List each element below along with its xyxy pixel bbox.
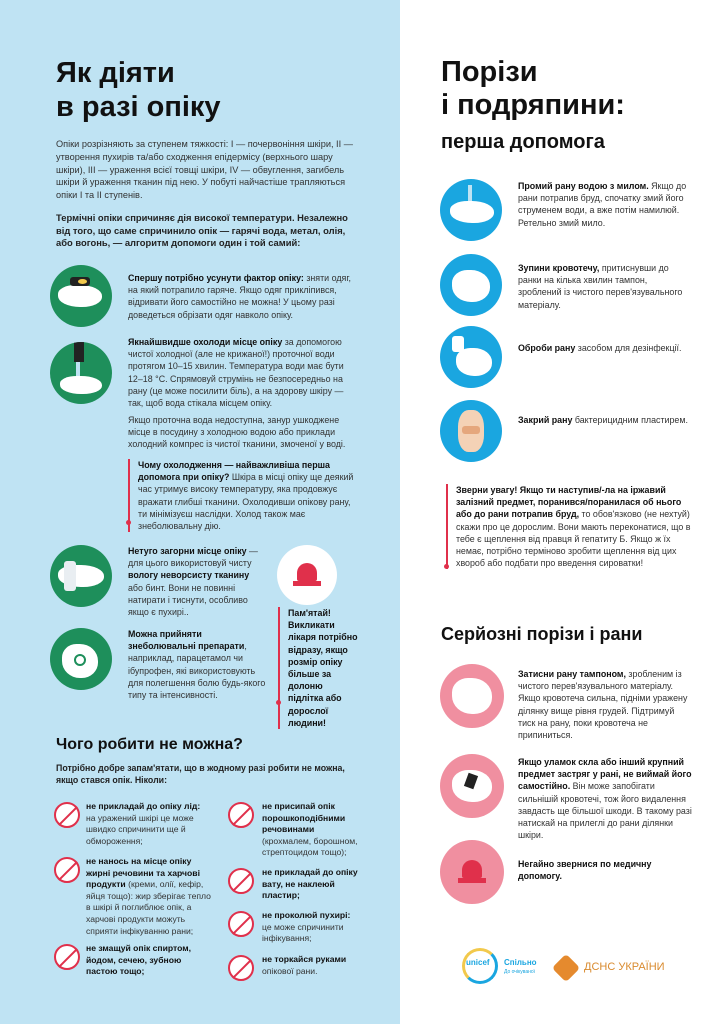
siren-badge (277, 545, 337, 605)
cut-step-text: бактерицидним пластирем. (572, 415, 688, 425)
burn-step-painkiller-text: , наприклад, парацетамол чи ібупрофен, які використовують для полегшення болю будь-якого типу та інтенсивності. (128, 641, 266, 701)
hand-icon (456, 348, 492, 376)
cut-step-wash (518, 180, 688, 229)
cut-step-bold: Промий рану водою з милом. (518, 181, 649, 191)
water-stream-icon (468, 185, 472, 201)
serious-step-bold: Затисни рану тампоном, (518, 669, 626, 679)
hand-icon (452, 678, 492, 714)
cuts-title (441, 56, 701, 122)
cut-step-stop-bleeding (518, 262, 688, 311)
burn-step-wrap-bold2: вологу неворсисту тканину (128, 570, 250, 581)
hand-icon (452, 270, 490, 302)
burn-spot-icon (78, 279, 87, 284)
medical-help-illustration (440, 840, 504, 904)
dont-item-text: (крохмалем, борошном, стрептоцидом тощо); (262, 835, 358, 858)
donts-intro: Потрібно добре запам'ятати, що в жодному разі робити не можна, якщо стався опік. Ніколи: (56, 763, 345, 785)
dont-item-6 (262, 910, 362, 945)
stop-bleeding-illustration (440, 254, 502, 316)
oil-prohibited-icon (54, 857, 80, 883)
burn-step-remove-text: зняти одяг, на який потрапило гаряче. Якщо одяг прикліпився, відривати його самостійно не можна! У цьому разі доведеться обрізати одяг навколо опіку. (128, 273, 351, 320)
cut-step-bold: Закрий рану (518, 415, 573, 425)
donts-title: Чого робити не можна? (56, 736, 243, 753)
iodine-prohibited-icon (54, 944, 80, 970)
dont-item-3 (86, 943, 211, 978)
serious-step-text: зробленим із чистого перев'язувального матеріалу. Якщо кровотеча сильна, підніми уражену ділянку вище рівня грудей. Підтримуй тиск на рану, поки кровотеча не припиниться. (518, 669, 688, 741)
faucet-icon (74, 342, 84, 362)
bandage-icon (64, 561, 76, 591)
hand-icon (60, 376, 102, 394)
press-wound-illustration (440, 664, 504, 728)
burn-step-painkiller (128, 628, 266, 701)
serious-step-bold: Негайно звернися по медичну допомогу. (518, 859, 652, 882)
burn-step-cool-bold: Якнайшвидше охолоди місце опіку (128, 337, 283, 347)
dont-item-bold: не прикладай до опіку вату, не наклеюй пластир; (262, 867, 358, 901)
remember-callout: Пам'ятай! Викликати лікаря потрібно відразу, якщо розмір опіку більше за долоню підлітка або дорослої людини! (278, 607, 360, 729)
serious-step-bold: Якщо уламок скла або інший крупний предмет застряг у рані, не виймай його самостійно. (518, 757, 692, 792)
hand-icon (450, 201, 494, 223)
bandage-illustration (50, 545, 112, 607)
burns-intro-bold: Термічні опіки спричиняє дія високої температури. Незалежно від того, що саме спричинило опік — гарячі вода, метал, олія, або вогонь, — алгоритм допомоги один і той самий: (56, 212, 348, 249)
pierce-prohibited-icon (228, 911, 254, 937)
ice-prohibited-icon (54, 802, 80, 828)
burns-intro: Опіки розрізняють за ступенем тяжкості: I — почервоніння шкіри, II — утворення пухирів та/або сходження епідермісу (верхнього шару шкіри), III — ураження всієї товщі шкіри, IV — обвуглення, загибель шкіри й ураження тканин під нею. У побуті найчастіше трапляються опіки I та II ступенів. (56, 139, 353, 201)
serious-step-press (518, 668, 693, 741)
plaster-icon (462, 426, 480, 434)
dont-item-text: опікової рани. (262, 965, 318, 976)
cut-step-plaster (518, 414, 688, 426)
burn-step-cool (128, 336, 353, 409)
touch-prohibited-icon (228, 955, 254, 981)
cut-step-bold: Зупини кровотечу, (518, 263, 600, 273)
cuts-subtitle: перша допомога (441, 131, 605, 153)
burn-step-wrap (128, 545, 258, 618)
tetanus-warning-text: то обов'язково (не нехтуй) скажи про це дорослим. Вони мають переконатися, що в тебе є щеплення від правця й гепатиту Б. Якщо ж їх немає, потрібно терміново зробити щеплення від цих хвороб або подбати про введення сироватки! (456, 509, 691, 569)
dont-item-2 (86, 856, 211, 937)
dont-item-bold: не присипай опік порошкоподібними речовинами (262, 801, 346, 835)
disinfect-illustration (440, 326, 502, 388)
cut-step-text: притиснувши до ранки на кілька хвилин тампон, зроблений із чистого перев'язувального матеріалу. (518, 263, 683, 310)
dont-item-bold: не прикладай до опіку лід: (86, 801, 201, 811)
serious-step-medical (518, 858, 693, 882)
powder-prohibited-icon (228, 802, 254, 828)
burn-step-wrap-text-a: — для цього використовуй чисту (128, 546, 258, 569)
dont-item-bold: не змащуй опік спиртом, йодом, сечею, зубною пастою тощо; (86, 943, 192, 977)
serious-step-shard (518, 756, 693, 841)
burn-step-painkiller-bold: Можна прийняти знеболювальні препарати (128, 629, 245, 652)
burn-step-cool-alt: Якщо проточна вода недоступна, занур ушкоджене місце в посудину з холодною водою або приклади холодний компрес із чистої тканини, змоченої у воді. (128, 415, 346, 450)
dont-item-text: на уражений шкірі це може швидко спричинити ще й обмороження; (86, 812, 194, 846)
plaster-illustration (440, 400, 502, 462)
serious-title: Серйозні порізи і рани (441, 624, 643, 644)
cuts-title-line2: і подряпини: (441, 89, 625, 121)
serious-step-text: Він може запобігати сильнішій кровотечі, тож його видалення завдасть ще більшої шкоди. В такому разі натискай на прилеглі до рани ділянки шкіри. (518, 781, 692, 841)
dont-item-bold: не торкайся руками (262, 954, 347, 964)
siren-icon (297, 563, 317, 581)
spilno-logo-text: Спільно (504, 958, 537, 967)
dont-item-bold: не проколюй пухирі: (262, 910, 351, 920)
burn-step-wrap-text-b: або бинт. Вони не повинні натирати і тиснути, особливо якщо є пухирі.. (128, 582, 248, 618)
burn-step-remove-bold: Спершу потрібно усунути фактор опіку: (128, 273, 304, 283)
tetanus-warning-callout (446, 484, 696, 569)
painkiller-illustration (50, 628, 112, 690)
tetanus-warning-bold: Зверни увагу! Якщо ти наступив/-ла на іржавий залізний предмет, поранився/поранилася об нього або до рани потрапив бруд, (456, 485, 682, 520)
unicef-logo: unicef (466, 958, 490, 967)
cut-step-text: Якщо до рани потрапив бруд, спочатку змий його струменем води, а вже потім намилюй. Ретельно змий мило. (518, 181, 687, 228)
cool-water-illustration (50, 342, 112, 404)
burn-step-wrap-bold: Нетуго загорни місце опіку (128, 546, 247, 556)
dont-item-bold: не нанось на місце опіку жирні речовини та харчові продукти (86, 856, 200, 890)
burns-title-line2: в разі опіку (56, 91, 221, 123)
cotton-prohibited-icon (228, 868, 254, 894)
burns-title-line1: Як діяти (56, 57, 175, 89)
why-cooling-callout (128, 459, 356, 532)
callout-dot (126, 520, 131, 525)
burns-title (56, 56, 356, 124)
dont-item-text: (креми, олії, кефір, яйця тощо): жир зберігає тепло в шкірі й поглиблює опік, а харчові продукти можуть сприяти інфікуванню рани; (86, 879, 211, 936)
cut-step-disinfect (518, 342, 688, 354)
burn-step-remove (128, 272, 353, 321)
remove-clothes-illustration (50, 265, 112, 327)
dont-item-text: це може спричинити інфікування; (262, 921, 344, 944)
dont-item-1 (86, 801, 211, 847)
cuts-title-line1: Порізи (441, 56, 538, 88)
cut-step-bold: Оброби рану (518, 343, 576, 353)
dont-item-7 (262, 954, 362, 977)
spilno-logo-subtext: До очікуваної (504, 969, 536, 975)
dsns-logo-text: ДСНС УКРАЇНИ (584, 961, 665, 973)
pill-icon (74, 654, 86, 666)
siren-icon (462, 860, 482, 878)
callout-dot (276, 700, 281, 705)
siren-base-icon (458, 878, 486, 883)
dont-item-4 (262, 801, 362, 859)
siren-base-icon (293, 581, 321, 586)
cut-step-text: засобом для дезінфекції. (575, 343, 682, 353)
callout-dot (444, 564, 449, 569)
wash-wound-illustration (440, 179, 502, 241)
why-cooling-bold: Чому охолодження — найважливіша перша допомога при опіку? (138, 460, 330, 483)
glass-shard-illustration (440, 754, 504, 818)
hand-icon (58, 285, 102, 307)
burn-step-cool-text: за допомогою чистої холодної (але не крижаної!) проточної води протягом 10–15 хвилин. Температура води має бути 12–18 °С. Спрямовуй струмінь не безпосередньо на рану (це може посилити біль), а на здорову шкіру — так, щоб вода стікала місцем опіку. (128, 337, 344, 409)
why-cooling-text: Шкіра в місці опіку ще деякий час утримує високу температуру, яка продовжує вражати глибші тканини. Охолодивши опікову рану, ти мінімізуєш наслідки. Холод також має знеболювальну дію. (138, 472, 354, 532)
disinfectant-bottle-icon (452, 336, 464, 352)
dont-item-5 (262, 867, 362, 902)
